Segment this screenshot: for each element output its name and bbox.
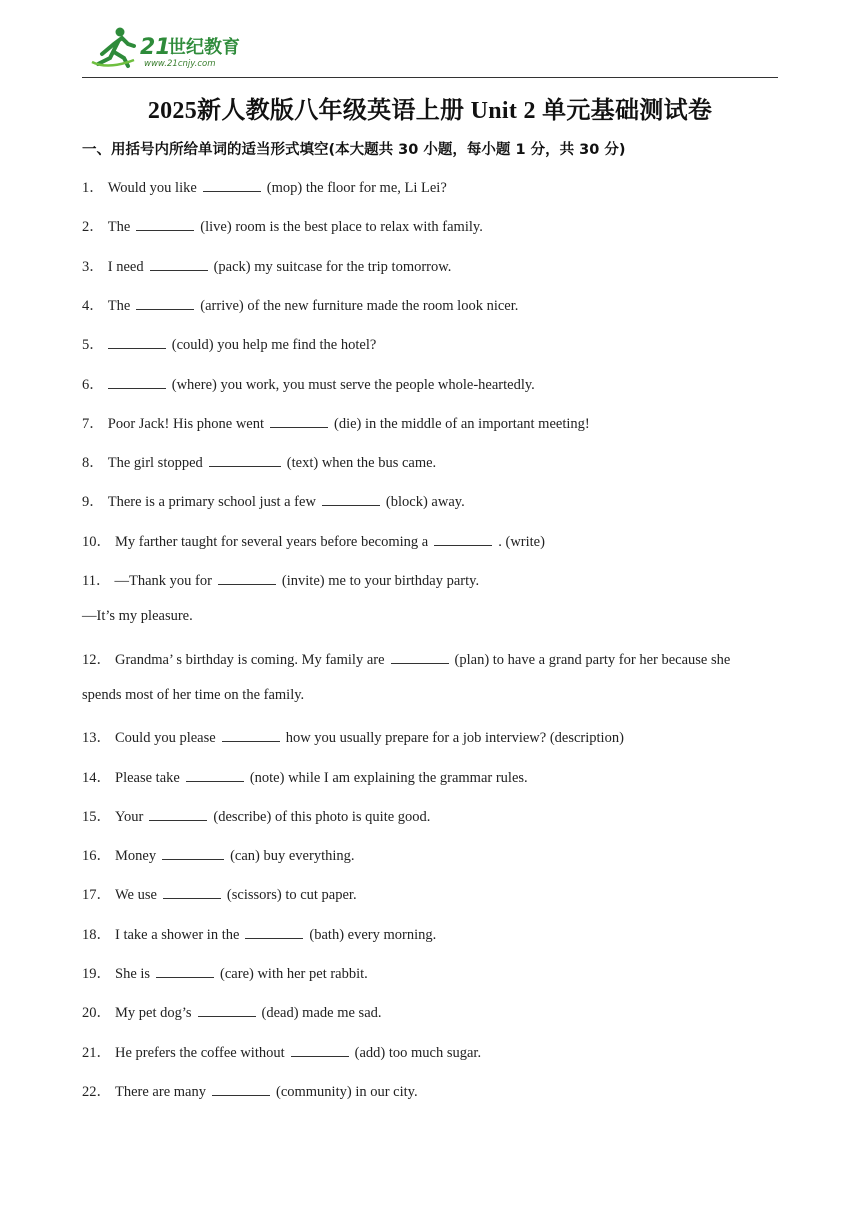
question-item — [82, 215, 483, 236]
question-number: 12． — [82, 651, 111, 668]
answer-blank[interactable] — [163, 884, 221, 899]
question-hint: (bath) every morning. — [309, 926, 437, 943]
svg-text:www.21cnjy.com: www.21cnjy.com — [144, 59, 216, 69]
question-item — [82, 726, 624, 747]
question-number: 13． — [82, 730, 111, 747]
question-item — [82, 687, 304, 704]
question-text: There is a primary school just a few — [107, 494, 316, 511]
question-hint: (note) while I am explaining the grammar rules. — [249, 769, 528, 786]
question-number: 22． — [82, 1083, 111, 1100]
question-item — [82, 883, 357, 904]
question-hint: (text) when the bus came. — [286, 455, 437, 472]
answer-blank[interactable] — [270, 413, 328, 428]
answer-blank[interactable] — [222, 727, 280, 742]
question-number: 8． — [82, 455, 104, 472]
question-hint: (plan) to have a grand party for her because she — [454, 651, 731, 668]
question-item — [82, 255, 451, 276]
question-hint: (can) buy everything. — [230, 848, 355, 865]
question-item — [82, 1080, 418, 1101]
question-text: I need — [107, 258, 144, 275]
question-item — [82, 373, 535, 394]
question-text: Please take — [115, 769, 180, 786]
question-item — [82, 923, 436, 944]
question-number: 17． — [82, 887, 111, 904]
answer-blank[interactable] — [156, 963, 214, 978]
section-heading: 一、用括号内所给单词的适当形式填空(本大题共 30 小题，每小题 1 分，共 30 分) — [82, 142, 626, 158]
question-hint: (block) away. — [385, 494, 465, 511]
question-hint: (where) you work, you must serve the people whole-heartedly. — [171, 376, 535, 393]
question-text: My pet dog’s — [115, 1005, 192, 1022]
question-number: 16． — [82, 848, 111, 865]
answer-blank[interactable] — [245, 924, 303, 939]
page-header — [82, 22, 778, 78]
question-item — [82, 490, 465, 511]
question-number: 1． — [82, 180, 104, 196]
answer-blank[interactable] — [198, 1002, 256, 1017]
question-number: 15． — [82, 808, 111, 825]
answer-blank[interactable] — [212, 1081, 270, 1096]
svg-text:21: 21 — [140, 35, 171, 60]
page-title: 2025新人教版八年级英语上册 Unit 2 单元基础测试卷 — [147, 98, 713, 124]
answer-blank[interactable] — [186, 767, 244, 782]
question-text: The — [107, 297, 131, 314]
question-item — [82, 530, 545, 551]
question-number: 19． — [82, 966, 111, 982]
question-item — [82, 412, 590, 433]
answer-blank[interactable] — [203, 177, 261, 192]
question-hint: (arrive) of the new furniture made the room look nicer. — [200, 297, 519, 314]
question-text: Your — [115, 808, 144, 825]
answer-blank[interactable] — [322, 491, 380, 506]
question-item — [82, 608, 193, 625]
question-number: 5． — [82, 337, 104, 354]
question-item — [82, 962, 368, 983]
answer-blank[interactable] — [108, 374, 166, 389]
question-number: 10． — [82, 533, 111, 550]
question-hint: (community) in our city. — [275, 1083, 418, 1100]
question-number: 6． — [82, 376, 104, 393]
question-text: Grandma’ s birthday is coming. My family are — [115, 651, 385, 668]
question-text: —Thank you for — [114, 573, 212, 589]
question-text: She is — [115, 966, 151, 982]
question-item — [82, 333, 376, 354]
answer-blank[interactable] — [150, 256, 208, 271]
question-number: 18． — [82, 926, 111, 943]
answer-blank[interactable] — [136, 216, 194, 231]
question-number: 3． — [82, 258, 104, 275]
logo-21cnjy — [88, 24, 258, 72]
question-item — [82, 1041, 481, 1062]
question-text: Money — [115, 848, 157, 865]
svg-text:世纪教育: 世纪教育 — [168, 37, 240, 58]
question-text: Would you like — [107, 180, 197, 196]
question-item — [82, 805, 430, 826]
question-item — [82, 569, 479, 590]
question-number: 2． — [82, 219, 104, 236]
question-hint: (describe) of this photo is quite good. — [213, 808, 431, 825]
question-hint: (could) you help me find the hotel? — [171, 337, 377, 354]
question-hint: (die) in the middle of an important meeting! — [334, 415, 590, 432]
answer-blank[interactable] — [218, 570, 276, 585]
question-number: 7． — [82, 415, 104, 432]
question-number: 21． — [82, 1044, 111, 1061]
question-text: The — [107, 219, 131, 236]
question-hint: (add) too much sugar. — [354, 1044, 482, 1061]
question-number: 11． — [82, 573, 111, 589]
question-item — [82, 294, 518, 315]
question-hint: (pack) my suitcase for the trip tomorrow. — [213, 258, 452, 275]
question-hint: (invite) me to your birthday party. — [281, 573, 480, 589]
answer-blank[interactable] — [108, 334, 166, 349]
answer-blank[interactable] — [391, 649, 449, 664]
question-item — [82, 176, 447, 197]
question-item — [82, 451, 436, 472]
question-text: My farther taught for several years before becoming a — [115, 533, 429, 550]
question-hint: (scissors) to cut paper. — [226, 887, 357, 904]
question-hint: (mop) the floor for me, Li Lei? — [266, 180, 447, 196]
question-number: 4． — [82, 297, 104, 314]
question-number: 20． — [82, 1005, 111, 1022]
question-text: Poor Jack! His phone went — [107, 415, 265, 432]
answer-blank[interactable] — [136, 295, 194, 310]
question-item — [82, 1001, 382, 1022]
question-item — [82, 844, 355, 865]
header-divider — [82, 77, 778, 78]
answer-blank[interactable] — [434, 531, 492, 546]
question-hint: (care) with her pet rabbit. — [220, 966, 368, 982]
question-text: He prefers the coffee without — [115, 1044, 285, 1061]
question-hint: (dead) made me sad. — [261, 1005, 382, 1022]
question-number: 14． — [82, 769, 111, 786]
question-hint: (live) room is the best place to relax with family. — [200, 219, 483, 236]
question-hint: how you usually prepare for a job interview? (description) — [285, 730, 624, 747]
question-text: spends most of her time on the family. — [82, 686, 305, 703]
question-number: 9． — [82, 494, 104, 511]
answer-blank[interactable] — [149, 806, 207, 821]
question-text: —It’s my pleasure. — [82, 608, 193, 625]
question-text: The girl stopped — [107, 455, 203, 472]
question-item — [82, 648, 730, 669]
question-text: Could you please — [115, 730, 216, 747]
question-text: There are many — [115, 1083, 206, 1100]
question-text: I take a shower in the — [115, 926, 240, 943]
answer-blank[interactable] — [209, 452, 281, 467]
question-hint: . (write) — [498, 533, 545, 550]
question-item — [82, 766, 528, 787]
question-text: We use — [115, 887, 157, 904]
answer-blank[interactable] — [162, 845, 224, 860]
answer-blank[interactable] — [291, 1042, 349, 1057]
